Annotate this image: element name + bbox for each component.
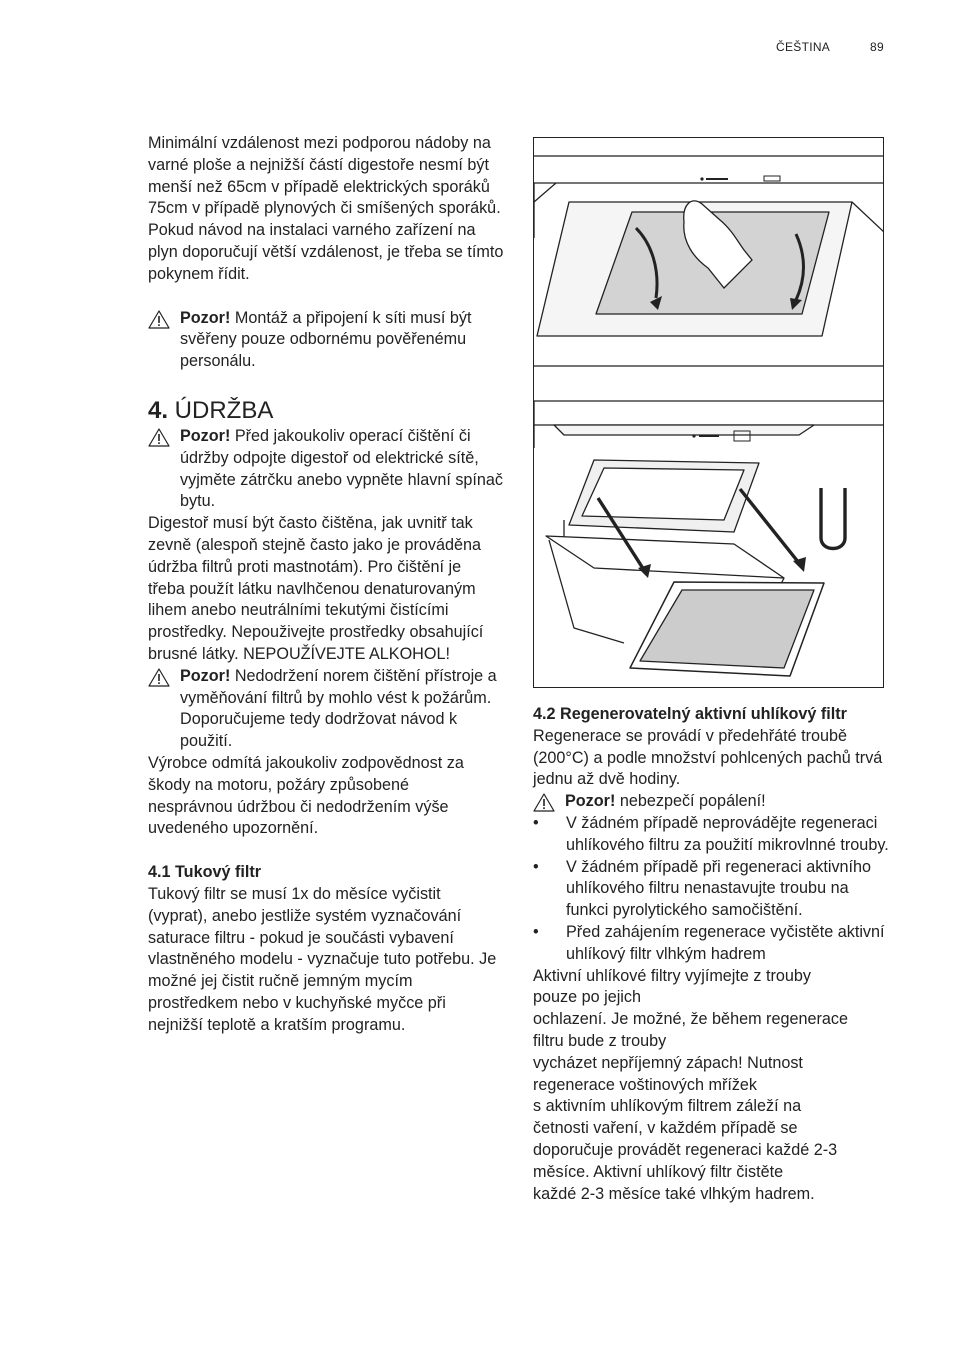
warning-text: Nedodržení norem čištění přístroje a vyměňování filtrů by mohlo vést k požárům. Doporučujeme tedy dodržovat návod k použití. xyxy=(180,666,497,751)
hood-drawing xyxy=(534,138,884,688)
text-line: četnosti vaření, v každém případě se xyxy=(533,1119,798,1138)
warning-triangle-icon xyxy=(148,310,170,329)
text-line: měsíce. Aktivní uhlíkový filtr čistěte xyxy=(533,1162,784,1181)
section-number: 4. xyxy=(148,396,169,424)
warning-fire xyxy=(148,666,508,753)
text-line: vycházet nepříjemný zápach! Nutnost xyxy=(533,1053,803,1072)
warning-text: Montáž a připojení k síti musí být svěřeny pouze odbornému pověřenému personálu. xyxy=(180,308,472,371)
subsection-charcoal-filter-title: 4.2 Regenerovatelný aktivní uhlíkový filtr xyxy=(533,705,847,723)
text-line: regenerace voštinových mřížek xyxy=(533,1075,758,1094)
charcoal-filter-paragraph: Regenerace se provádí v předehřáté troubě (200°C) a podle množství pohlcených pachů trvá jednu až dvě hodiny. xyxy=(533,726,883,789)
header-language: ČEŠTINA xyxy=(776,40,831,54)
text-line: pouze po jejich xyxy=(533,988,641,1007)
page-number: 89 xyxy=(870,40,884,54)
bullet-marker: • xyxy=(533,857,539,876)
warning-text: Před jakoukoliv operací čištění či údržby odpojte digestoř od elektrické sítě, vyjměte zátrčku anebo vypněte hlavní spínač bytu. xyxy=(180,426,504,511)
intro-paragraph: Minimální vzdálenost mezi podporou nádoby na varné ploše a nejnižší částí digestoře nesmí být menší než 65cm v případě elektrických sporáků 75cm v případě plynových či smíšených sporáků. Pokud návod na instalaci varného zařízení na plyn doporučují větší vzdálenost, je třeba se tímto pokynem řídit. xyxy=(148,134,504,283)
warning-label: Pozor! xyxy=(180,308,231,327)
bullet-marker: • xyxy=(533,922,539,941)
bullet-marker: • xyxy=(533,813,539,832)
grease-filter-paragraph: Tukový filtr se musí 1x do měsíce vyčistit (vyprat), anebo jestliže systém vyznačování saturace filtru - pokud je součásti vybavení vlastněného modelu - vyznačuje tuto potřebu. Je možné jej čistit ručně jemným mycím prostředkem nebo v kuchyňské myčce při nejnižší teplotě a kratším programu. xyxy=(148,884,497,1034)
cleaning-paragraph: Digestoř musí být často čištěna, jak uvnitř tak zevně (alespoň stejně často jako je prováděna údržba filtrů proti mastnotám). Pro čištění je třeba použít látku navlhčenou denaturovaným lihem anebo neutrálními tekutými čistícími prostředky. Nepouživejte prostředky obsahující brusné látky. NEPOUŽÍVEJTE ALKOHOL! xyxy=(148,514,484,663)
warning-installation xyxy=(148,308,508,373)
list-item-text: Před zahájením regenerace vyčistěte aktivní uhlíkový filtr vlhkým hadrem xyxy=(566,922,885,963)
list-item-text: V žádném případě při regeneraci aktivního uhlíkového filtru nenastavujte troubu na funkci pyrolytického samočištění. xyxy=(566,857,872,920)
warning-triangle-icon xyxy=(533,793,555,812)
warning-label: Pozor! xyxy=(565,792,616,811)
section-title: ÚDRŽBA xyxy=(168,396,274,424)
subsection-grease-filter-title: 4.1 Tukový filtr xyxy=(148,863,262,882)
regeneration-notes xyxy=(533,966,893,1206)
section-heading xyxy=(148,397,508,425)
warning-text: nebezpečí popálení! xyxy=(615,792,766,811)
warning-triangle-icon xyxy=(148,668,170,687)
left-column xyxy=(148,133,508,1036)
list-item xyxy=(533,857,893,922)
liability-paragraph: Výrobce odmítá jakoukoliv zodpovědnost za škody na motoru, požáry způsobené nesprávnou údržbou či nedodržením výše uvedeného upozornění. xyxy=(148,753,464,838)
warning-burn xyxy=(533,791,893,813)
list-item xyxy=(533,813,893,857)
warning-triangle-icon xyxy=(148,428,170,447)
list-item xyxy=(533,922,893,966)
text-line: doporučuje provádět regeneraci každé 2-3 xyxy=(533,1140,838,1159)
right-column xyxy=(533,704,893,1205)
text-line: s aktivním uhlíkovým filtrem záleží na xyxy=(533,1097,802,1116)
text-line: ochlazení. Je možné, že během regenerace xyxy=(533,1010,848,1029)
text-line: každé 2-3 měsíce také vlhkým hadrem. xyxy=(533,1184,815,1203)
list-item-text: V žádném případě neprovádějte regeneraci uhlíkového filtru za použití mikrovlnné trouby. xyxy=(566,813,889,854)
warning-label: Pozor! xyxy=(180,426,231,445)
text-line: filtru bude z trouby xyxy=(533,1031,667,1050)
warning-maintenance xyxy=(148,426,508,513)
text-line: Aktivní uhlíkové filtry vyjímejte z trouby xyxy=(533,966,811,985)
warning-label: Pozor! xyxy=(180,666,231,685)
filter-removal-illustration xyxy=(533,137,884,688)
regeneration-bullet-list xyxy=(533,813,893,966)
